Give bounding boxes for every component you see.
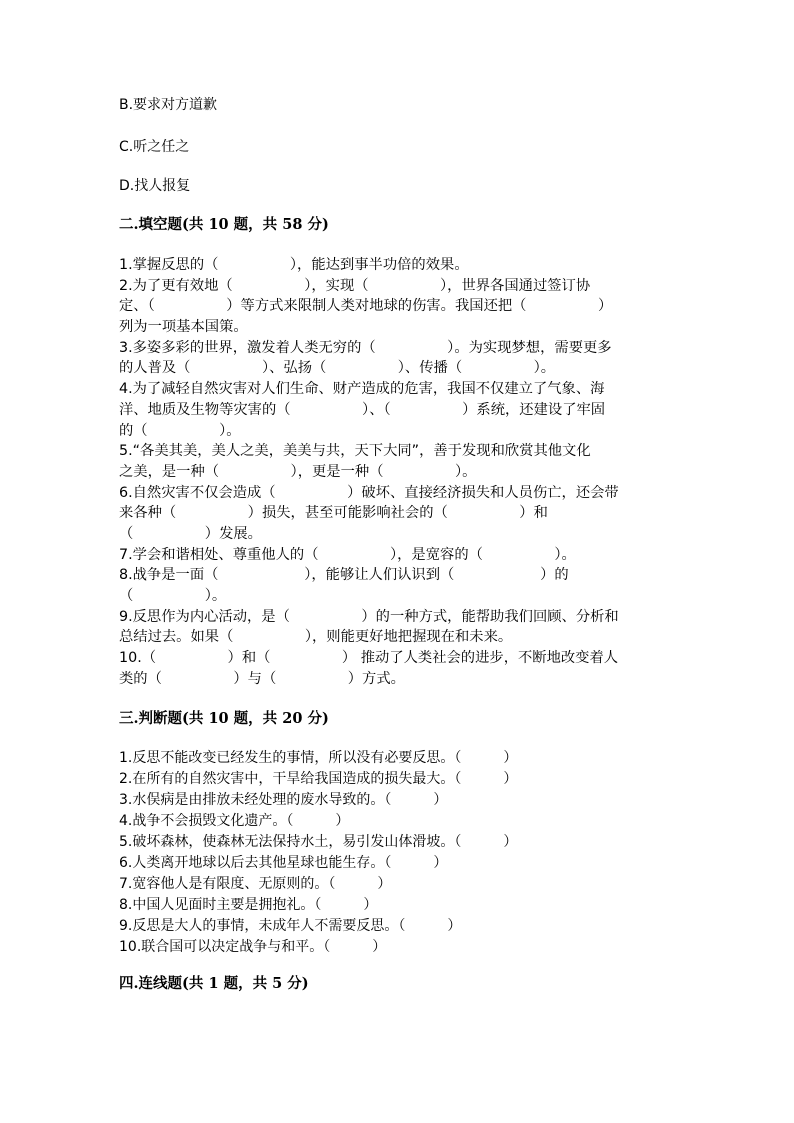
question-line: 总结过去。如果（ ），则能更好地把握现在和未来。 — [119, 629, 513, 646]
judgement-line: 5.破坏森林，使森林无法保持水土，易引发山体滑坡。（ ） — [119, 834, 518, 850]
judgement-line: 3.水俣病是由排放未经处理的废水导致的。（ ） — [119, 792, 448, 808]
question-line: 6.自然灾害不仅会造成（ ）破坏、直接经济损失和人员伤亡，还会带 — [119, 484, 619, 501]
question-line: 8.战争是一面（ ），能够让人们认识到（ ）的 — [119, 567, 569, 584]
judgement-line: 2.在所有的自然灾害中，干旱给我国造成的损失最大。（ ） — [119, 771, 518, 787]
section-heading-true-false: 三.判断题(共 10 题，共 20 分) — [119, 710, 329, 727]
question-line: 10.（ ）和（ ） 推动了人类社会的进步，不断地改变着人 — [119, 650, 619, 667]
question-line: 洋、地质及生物等灾害的（ ）、（ ）系统，还建设了牢固 — [119, 401, 606, 418]
question-line: 7.学会和谐相处、尊重他人的（ ），是宽容的（ ）。 — [119, 546, 576, 563]
judgement-line: 4.战争不会损毁文化遗产。（ ） — [119, 813, 350, 829]
judgement-line: 7.宽容他人是有限度、无原则的。（ ） — [119, 876, 392, 892]
judgement-line: 10.联合国可以决定战争与和平。（ ） — [119, 939, 387, 955]
question-line: 4.为了减轻自然灾害对人们生命、财产造成的危害，我国不仅建立了气象、海 — [119, 381, 605, 398]
option-c: C.听之任之 — [119, 139, 190, 155]
section-heading-matching: 四.连线题(共 1 题，共 5 分) — [119, 975, 309, 992]
judgement-line: 8.中国人见面时主要是拥抱礼。（ ） — [119, 897, 378, 913]
option-b: B.要求对方道歉 — [119, 97, 218, 113]
question-line: （ ）。 — [119, 588, 227, 604]
true-false-questions — [119, 748, 679, 958]
judgement-line: 1.反思不能改变已经发生的事情，所以没有必要反思。（ ） — [119, 750, 518, 766]
question-line: 2.为了更有效地（ ），实现（ ），世界各国通过签订协 — [119, 277, 591, 294]
question-line: 类的（ ）与（ ）方式。 — [119, 670, 405, 687]
question-line: 来各种（ ）损失，甚至可能影响社会的（ ）和 — [119, 505, 548, 522]
judgement-line: 6.人类离开地球以后去其他星球也能生存。（ ） — [119, 855, 448, 871]
question-line: 3.多姿多彩的世界，激发着人类无穷的（ ）。为实现梦想，需要更多 — [119, 339, 612, 356]
question-line: 定、（ ）等方式来限制人类对地球的伤害。我国还把（ ） — [119, 298, 613, 315]
judgement-line: 9.反思是大人的事情，未成年人不需要反思。（ ） — [119, 918, 462, 934]
section-heading-fill-blank: 二.填空题(共 10 题，共 58 分) — [119, 216, 329, 233]
question-line: 1.掌握反思的（ ），能达到事半功倍的效果。 — [119, 257, 469, 273]
question-line: 9.反思作为内心活动，是（ ）的一种方式，能帮助我们回顾、分析和 — [119, 608, 619, 625]
option-d: D.找人报复 — [119, 178, 191, 194]
question-line: 之美，是一种（ ），更是一种（ ）。 — [119, 463, 477, 480]
question-line: 5.“各美其美，美人之美，美美与共，天下大同”，善于发现和欣赏其他文化 — [119, 443, 591, 460]
question-line: 列为一项基本国策。 — [119, 319, 248, 336]
question-line: 的（ ）。 — [119, 422, 241, 439]
fill-blank-questions — [119, 255, 679, 689]
question-line: 的人普及（ ）、弘扬（ ）、传播（ ）。 — [119, 360, 556, 377]
question-line: （ ）发展。 — [119, 525, 262, 542]
